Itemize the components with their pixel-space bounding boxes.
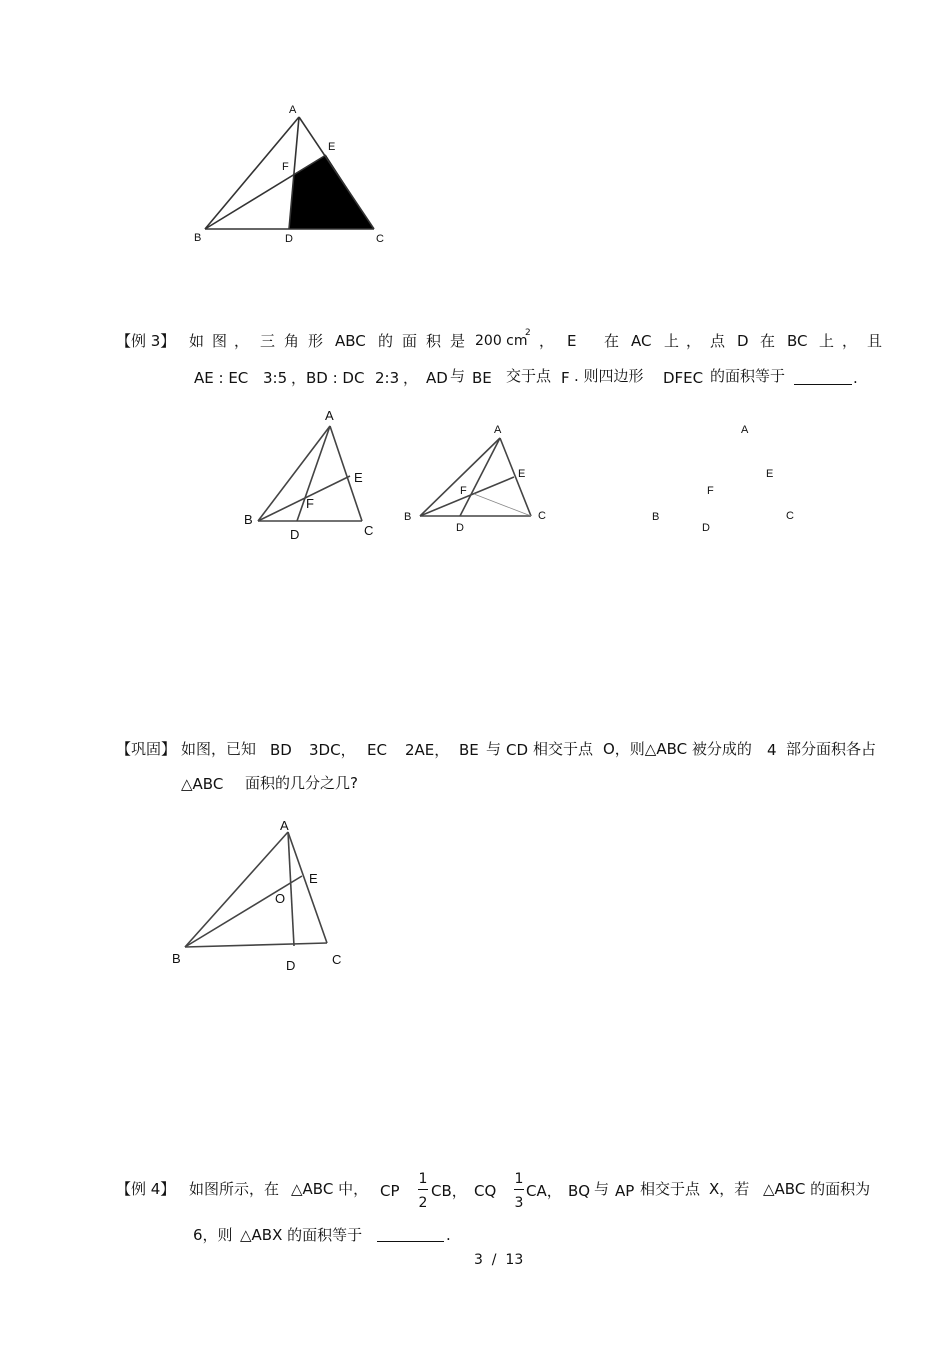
ex4-l2-p2: △ABX 的面积等于 — [240, 1226, 363, 1244]
ex3-l2-p5: ， — [403, 369, 419, 387]
cons-label-a: A — [280, 818, 289, 833]
cons-label-d: D — [286, 958, 296, 973]
fig3-label-d: D — [702, 522, 710, 534]
ex4-answer-blank[interactable] — [377, 1227, 444, 1242]
frac2-bar — [514, 1189, 524, 1190]
label-a: A — [289, 104, 297, 116]
ex3-l2-p13: 的面积等于 — [710, 367, 786, 385]
cons-l1-p6: BE — [459, 741, 479, 759]
fig2-label-b: B — [404, 511, 412, 523]
ex4-l1-p1: 如图所示，在 — [189, 1180, 280, 1198]
ex3-w3: 三 — [260, 332, 276, 350]
fig2-label-e: E — [518, 468, 526, 480]
consolidate-tag: 【巩固】 — [116, 740, 177, 758]
ex3-l2-p8: BE — [472, 369, 492, 387]
ex4-l1-p5: CQ — [474, 1182, 497, 1200]
ex3-w14: 在 — [604, 332, 620, 350]
ex4-l1-p11: X，若 — [709, 1180, 750, 1198]
cons-l1-p1: 如图，已知 — [181, 740, 257, 758]
cons-l1-p5: 2AE， — [405, 741, 450, 759]
ex3-l2-p3: ，BD : DC — [291, 369, 365, 387]
fig2-label-a: A — [494, 424, 502, 436]
cons-l1-p9: 相交于点 — [533, 740, 594, 758]
cons-l1-p3: 3DC， — [309, 741, 356, 759]
label-c: C — [376, 233, 384, 245]
ex3-w21: BC — [787, 332, 808, 350]
cons-l1-p11: 4 — [767, 741, 777, 759]
cons-l1-p8: CD — [506, 741, 529, 759]
ex3-l2-p11: . 则四边形 — [574, 367, 644, 385]
ex4-l2-p1: 6，则 — [193, 1226, 233, 1244]
ex4-l1-p2: △ABC 中， — [291, 1180, 369, 1198]
ex3-w6: ABC — [335, 332, 366, 350]
label-e: E — [328, 141, 336, 153]
fig3-label-c: C — [786, 510, 794, 522]
ex3-l2-p6: AD — [426, 369, 448, 387]
fig3-label-e: E — [766, 468, 774, 480]
frac1-bar — [418, 1189, 428, 1190]
ex3-l2-end: . — [853, 369, 858, 387]
fig3-label-b: B — [652, 511, 660, 523]
ex3-w15: AC — [631, 332, 652, 350]
ex3-l2-p1: AE : EC — [194, 369, 249, 387]
ex4-l1-p9: AP — [615, 1182, 635, 1200]
cons-label-e: E — [309, 871, 318, 886]
page-number: 3 / 13 — [474, 1252, 524, 1268]
fig3-label-f: F — [707, 485, 714, 497]
frac1-denominator: 2 — [418, 1195, 428, 1211]
ex3-l2-p2: 3:5 — [263, 369, 288, 387]
label-f: F — [282, 161, 289, 173]
ex3-w4: 角 — [284, 332, 300, 350]
ex4-l1-p3: CP — [380, 1182, 400, 1200]
ex3-w20: 在 — [760, 332, 776, 350]
ex4-l1-p7: BQ — [568, 1182, 591, 1200]
ex3-w12: ， — [539, 332, 555, 350]
cons-label-o: O — [275, 891, 286, 906]
cons-l1-p10: O，则△ABC 被分成的 — [603, 740, 752, 758]
ex3-w13: E — [567, 332, 577, 350]
ex3-w7: 的 — [378, 332, 394, 350]
label-b: B — [194, 232, 202, 244]
ex3-w19: D — [737, 332, 749, 350]
fig1-label-c: C — [364, 523, 374, 538]
fig2-label-d: D — [456, 522, 464, 534]
ex3-tag: 【例 3】 — [116, 332, 176, 350]
ex3-w16: 上 — [664, 332, 680, 350]
ex3-w1: 图 — [212, 332, 228, 350]
cons-l1-p2: BD — [270, 741, 292, 759]
ex3-w0: 如 — [189, 332, 205, 350]
cons-segment-ad — [288, 832, 294, 946]
ex3-w22: 上 — [819, 332, 835, 350]
ex4-l1-p6: CA， — [526, 1182, 562, 1200]
cons-side-ac — [288, 832, 327, 943]
cons-l1-p4: EC — [367, 741, 387, 759]
ex3-l2-p7: 与 — [450, 367, 466, 385]
ex4-l1-p4: CB， — [431, 1182, 467, 1200]
cons-segment-be — [185, 876, 302, 947]
cons-label-b: B — [172, 951, 181, 966]
ex4-l1-p12: △ABC 的面积为 — [763, 1180, 871, 1198]
fig1-label-a: A — [325, 408, 334, 423]
fig2-label-c: C — [538, 510, 546, 522]
cons-l1-p12: 部分面积各占 — [786, 740, 877, 758]
cons-l1-p7: 与 — [486, 740, 502, 758]
ex3-w9: 积 — [426, 332, 442, 350]
ex3-w2: ， — [234, 332, 250, 350]
cons-l2-p1: △ABC — [181, 775, 224, 793]
ex3-l2-p4: 2:3 — [375, 369, 400, 387]
ex4-tag: 【例 4】 — [116, 1180, 176, 1198]
fig3-label-a: A — [741, 424, 749, 436]
ex3-w23: ， — [842, 332, 858, 350]
cons-side-bc — [185, 943, 327, 947]
ex4-l2-end: . — [446, 1226, 451, 1244]
ex3-l2-p10: F — [561, 369, 570, 387]
label-d: D — [285, 233, 293, 245]
frac2-numerator: 1 — [514, 1171, 524, 1187]
ex3-w17: ， — [686, 332, 702, 350]
fig1-label-e: E — [354, 470, 363, 485]
ex3-l2-p9: 交于点 — [506, 367, 552, 385]
fig1-label-f: F — [306, 496, 314, 511]
ex3-w11: 200 cm — [475, 333, 528, 349]
fig1-label-b: B — [244, 512, 253, 527]
cons-l2-p2: 面积的几分之几? — [245, 774, 358, 792]
frac1-numerator: 1 — [418, 1171, 428, 1187]
ex3-w10: 是 — [450, 332, 466, 350]
ex3-w8: 面 — [402, 332, 418, 350]
ex3-sup: 2 — [525, 328, 531, 338]
ex3-w5: 形 — [308, 332, 324, 350]
ex4-l1-p8: 与 — [594, 1180, 610, 1198]
fig1-label-d: D — [290, 527, 300, 542]
ex3-w24: 且 — [867, 332, 883, 350]
frac2-denominator: 3 — [514, 1195, 524, 1211]
cons-label-c: C — [332, 952, 342, 967]
cons-side-ab — [185, 832, 288, 947]
ex3-l2-p12: DFEC — [663, 369, 704, 387]
fig2-label-f: F — [460, 485, 467, 497]
ex3-w18: 点 — [710, 332, 726, 350]
ex4-l1-p10: 相交于点 — [640, 1180, 701, 1198]
